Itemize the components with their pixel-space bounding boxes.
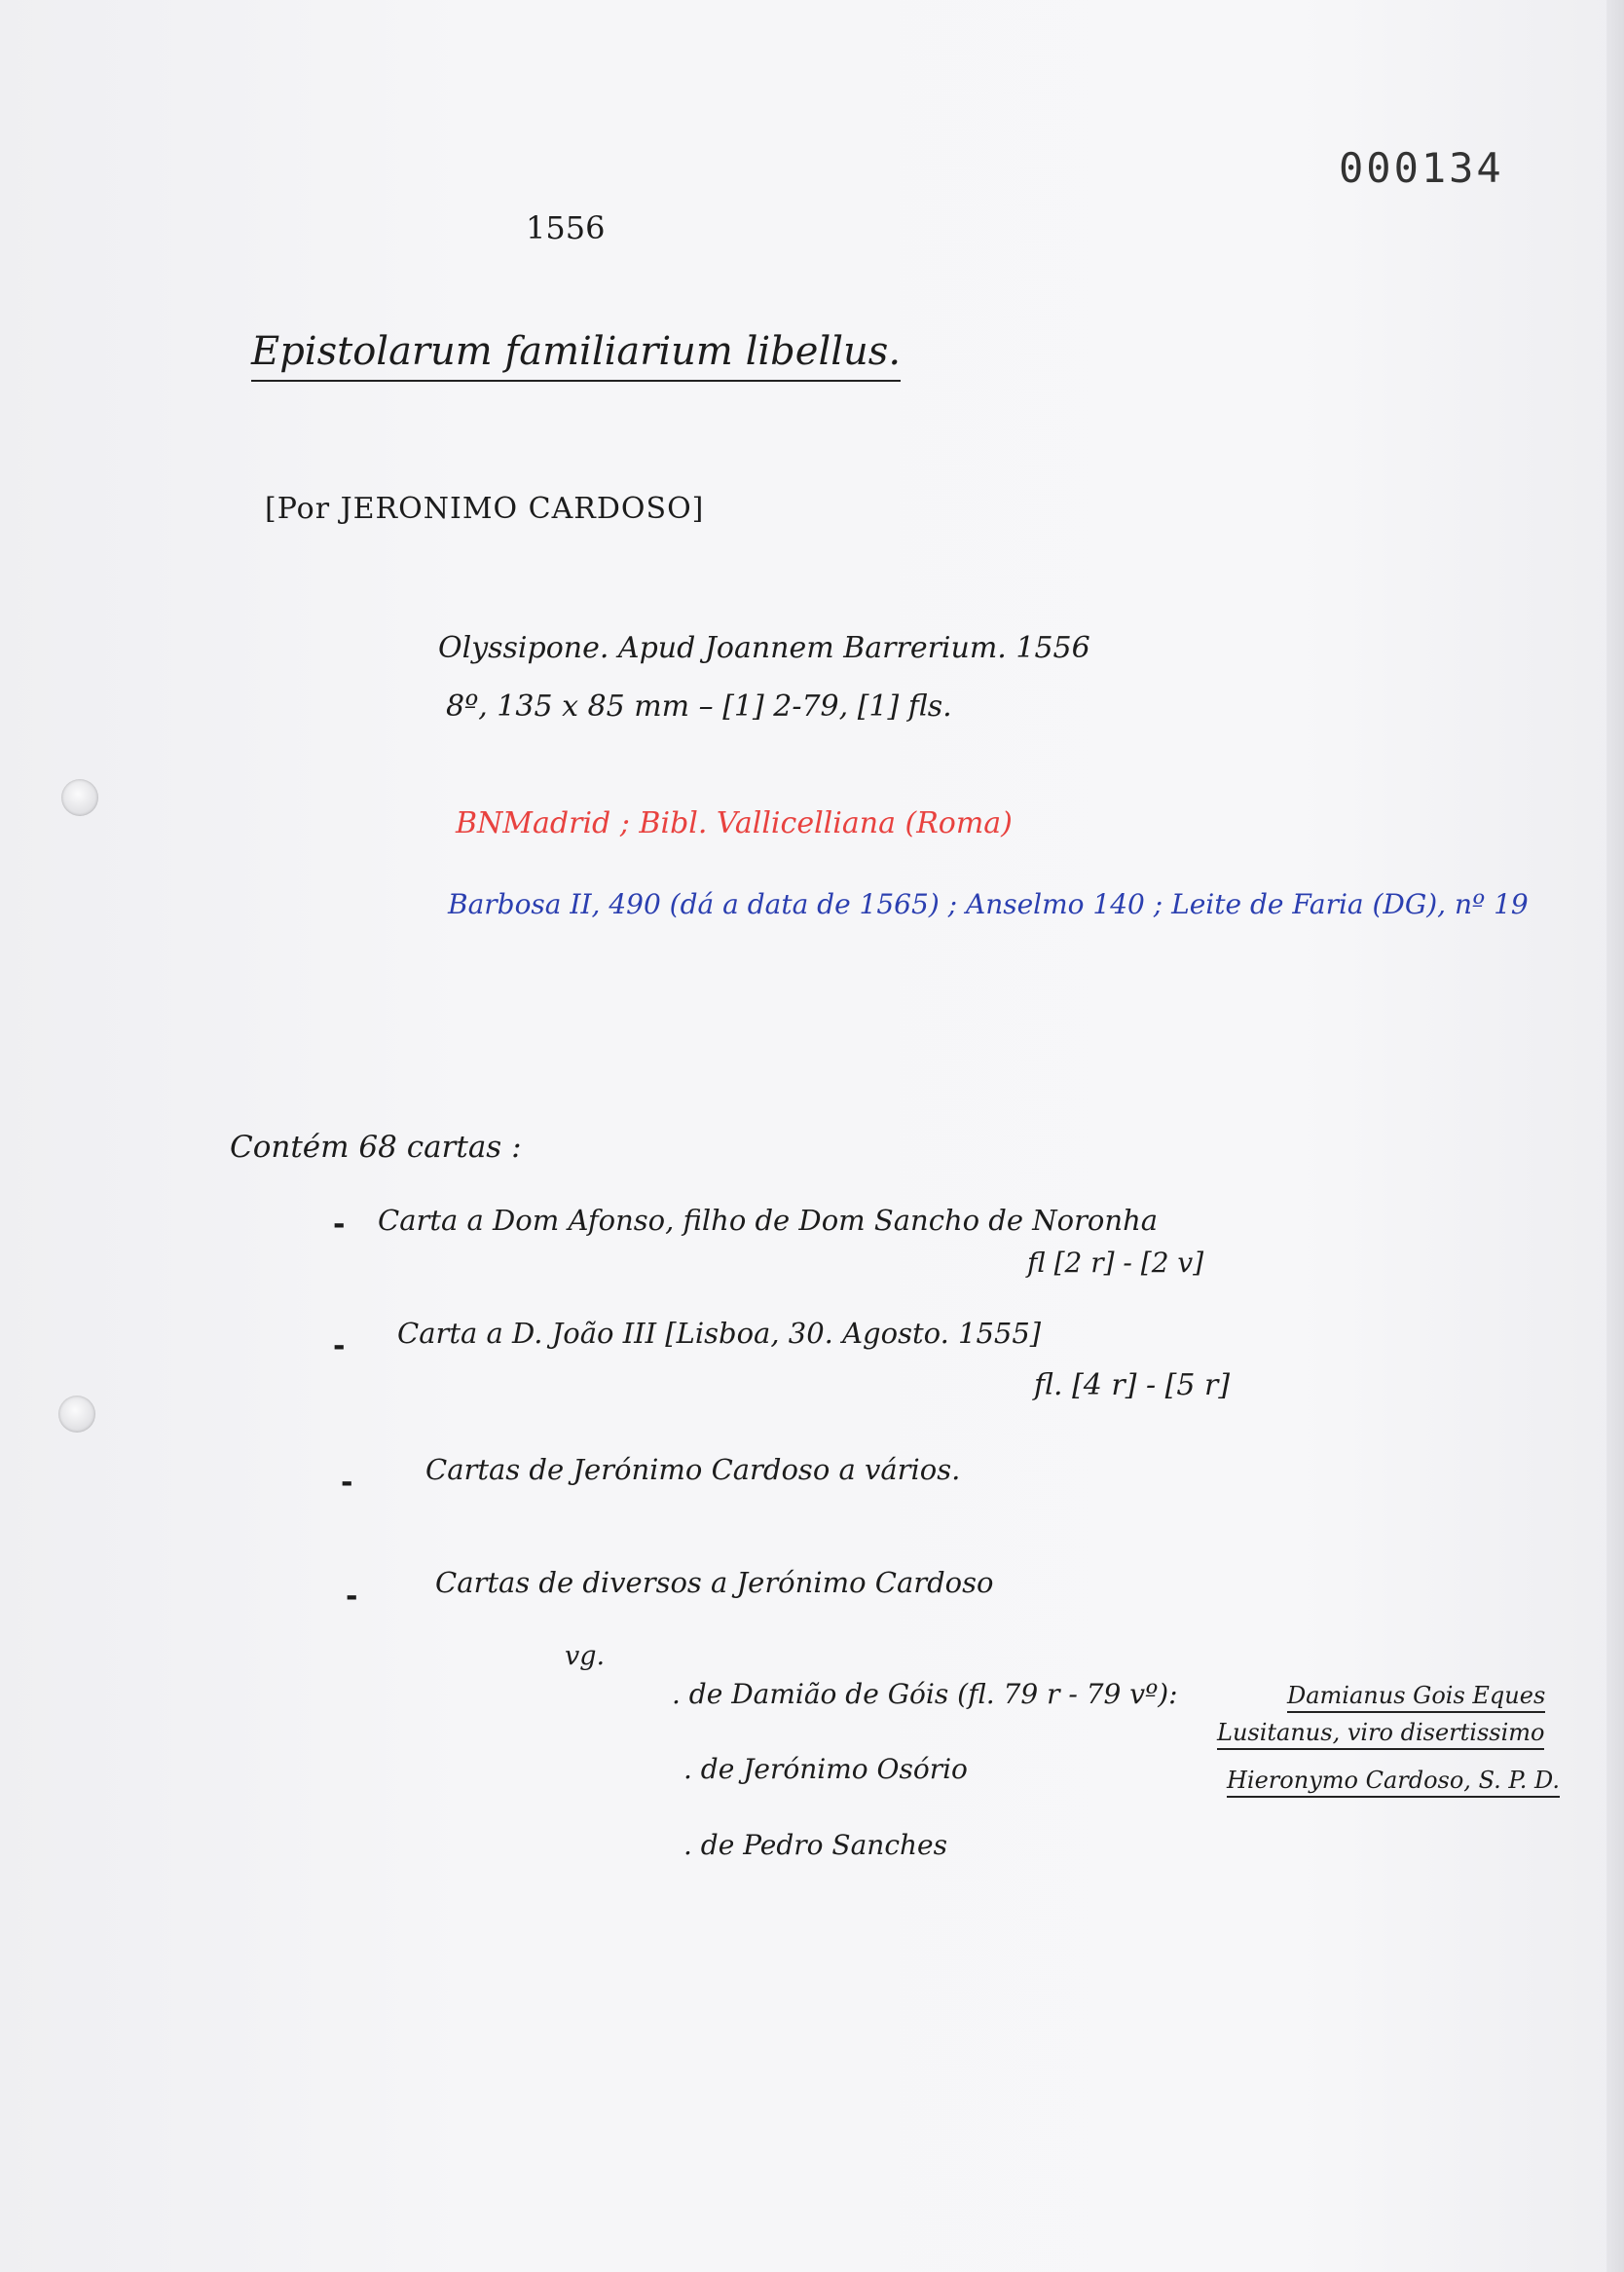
punch-hole-bottom <box>58 1396 95 1433</box>
list-dash: - <box>346 1580 358 1614</box>
list-item: Cartas de Jerónimo Cardoso a vários. <box>425 1453 961 1486</box>
sub-item: . de Damião de Góis (fl. 79 r - 79 vº): <box>672 1678 1178 1710</box>
quotation-line: Lusitanus, viro disertissimo <box>1217 1719 1544 1750</box>
folio-reference: fl. [4 r] - [5 r] <box>1034 1368 1231 1402</box>
folio-reference: fl [2 r] - [2 v] <box>1027 1247 1204 1279</box>
list-dash: - <box>333 1208 346 1242</box>
punch-hole-top <box>61 779 98 816</box>
paper-edge <box>1606 0 1624 2272</box>
author: [Por JERONIMO CARDOSO] <box>265 492 705 526</box>
contents-heading: Contém 68 cartas : <box>230 1130 522 1165</box>
quotation-line: Damianus Gois Eques <box>1287 1682 1545 1713</box>
sub-item: . de Jerónimo Osório <box>683 1753 968 1785</box>
book-title: Epistolarum familiarium libellus. <box>251 329 901 382</box>
year: 1556 <box>526 209 606 246</box>
list-item: Cartas de diversos a Jerónimo Cardoso <box>435 1566 994 1599</box>
list-item: Carta a D. João III [Lisboa, 30. Agosto. 1555] <box>397 1317 1042 1350</box>
abbreviation-vg: vg. <box>565 1641 606 1671</box>
list-item: Carta a Dom Afonso, filho de Dom Sancho de Noronha <box>378 1204 1159 1237</box>
quotation-line: Hieronymo Cardoso, S. P. D. <box>1227 1767 1560 1798</box>
format-line: 8º, 135 x 85 mm – [1] 2-79, [1] fls. <box>446 689 952 724</box>
imprint-line: Olyssipone. Apud Joannem Barrerium. 1556 <box>438 631 1090 665</box>
library-locations: BNMadrid ; Bibl. Vallicelliana (Roma) <box>456 806 1013 840</box>
list-dash: - <box>341 1466 353 1500</box>
bibliographic-references: Barbosa II, 490 (dá a data de 1565) ; Anselmo 140 ; Leite de Faria (DG), nº 19 <box>448 888 1529 920</box>
page-number-stamp: 000134 <box>1339 144 1504 192</box>
list-dash: - <box>333 1329 346 1363</box>
sub-item: . de Pedro Sanches <box>683 1829 947 1861</box>
